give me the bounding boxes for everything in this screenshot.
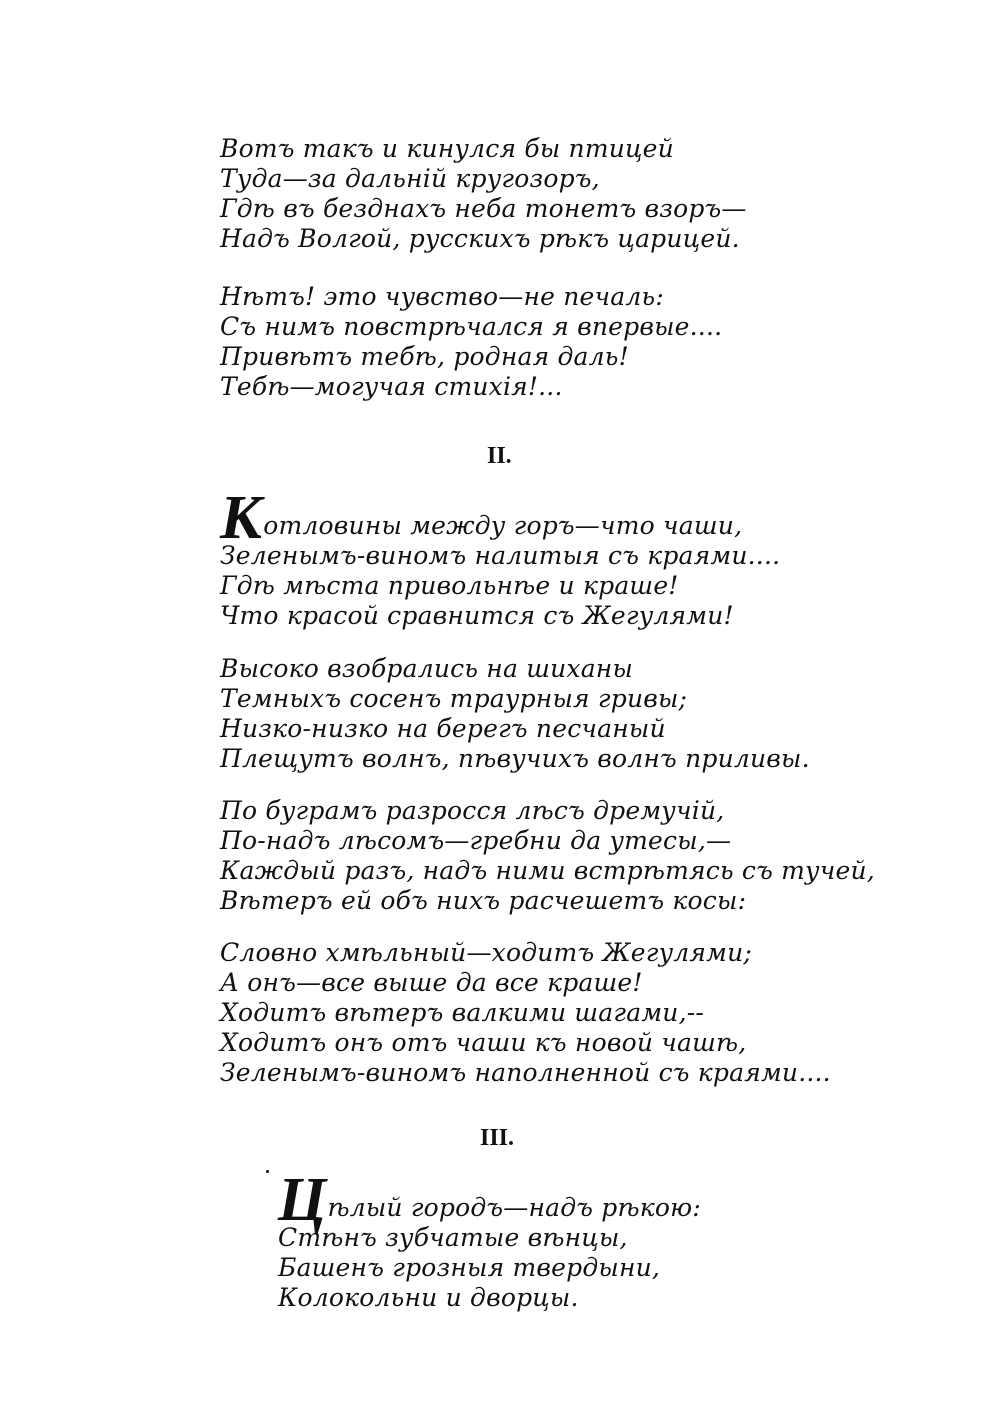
verse-line: Вѣтеръ ей объ нихъ расчешетъ косы: <box>220 886 747 915</box>
verse-line: Нѣтъ! это чувство—не печаль: <box>220 282 664 311</box>
drop-cap: К <box>220 484 263 552</box>
verse-line: Каждый разъ, надъ ними встрѣтясь съ тучей, <box>220 856 875 885</box>
verse-line: Ходитъ онъ отъ чаши къ новой чашѣ, <box>220 1028 747 1057</box>
section-heading-iii: III. <box>480 1125 515 1151</box>
verse-line-first <box>220 484 780 552</box>
section-heading-ii: II. <box>487 443 512 469</box>
print-speck <box>266 1170 269 1173</box>
verse-line: Съ нимъ повстрѣчался я впервые.... <box>220 312 723 341</box>
verse-line: Ходитъ вѣтеръ валкими шагами,-- <box>220 998 705 1027</box>
verse-line: Башенъ грозныя твердыни, <box>278 1253 661 1282</box>
verse-line: Тебѣ—могучая стихія!... <box>220 372 563 401</box>
verse-line-rest: ѣлый городъ—надъ рѣкою: <box>327 1193 701 1222</box>
verse-line: Вотъ такъ и кинулся бы птицей <box>220 134 674 163</box>
verse-line: Что красой сравнится съ Жегулями! <box>220 601 734 630</box>
section-ii-stanza-4 <box>220 938 831 1088</box>
verse-line: Темныхъ сосенъ траурныя гривы; <box>220 684 688 713</box>
verse-line-rest: отловины между горъ—что чаши, <box>263 511 743 540</box>
verse-line: Словно хмѣльный—ходитъ Жегулями; <box>220 938 753 967</box>
verse-line: Колокольни и дворцы. <box>278 1283 579 1312</box>
stanza-1 <box>220 134 747 254</box>
drop-cap: Ц <box>278 1166 327 1234</box>
section-ii-stanza-1 <box>220 484 781 631</box>
verse-line: По буграмъ разросся лѣсъ дремучій, <box>220 796 725 825</box>
section-ii-stanza-2 <box>220 654 810 774</box>
verse-line: Плещутъ волнъ, пѣвучихъ волнъ приливы. <box>220 744 810 773</box>
verse-line: Туда—за дальній кругозоръ, <box>220 164 600 193</box>
verse-line: Гдѣ въ безднахъ неба тонетъ взоръ— <box>220 194 747 223</box>
verse-line: Привѣтъ тебѣ, родная даль! <box>220 342 629 371</box>
verse-line: Гдѣ мѣста привольнѣе и краше! <box>220 571 679 600</box>
verse-line: Высоко взобрались на шиханы <box>220 654 634 683</box>
verse-line: Зеленымъ-виномъ наполненной съ краями.... <box>220 1058 831 1087</box>
verse-line: По-надъ лѣсомъ—гребни да утесы,— <box>220 826 732 855</box>
verse-line-first <box>278 1166 701 1234</box>
verse-line: Надъ Волгой, русскихъ рѣкъ царицей. <box>220 224 740 253</box>
section-ii-stanza-3 <box>220 796 875 916</box>
verse-line: Стѣнъ зубчатые вѣнцы, <box>278 1223 628 1252</box>
verse-line: Зеленымъ-виномъ налитыя съ краями.... <box>220 541 781 570</box>
stanza-2 <box>220 282 722 402</box>
verse-line: Низко-низко на берегъ песчаный <box>220 714 666 743</box>
verse-line: А онъ—все выше да все краше! <box>220 968 643 997</box>
section-iii-stanza-1 <box>278 1166 701 1313</box>
